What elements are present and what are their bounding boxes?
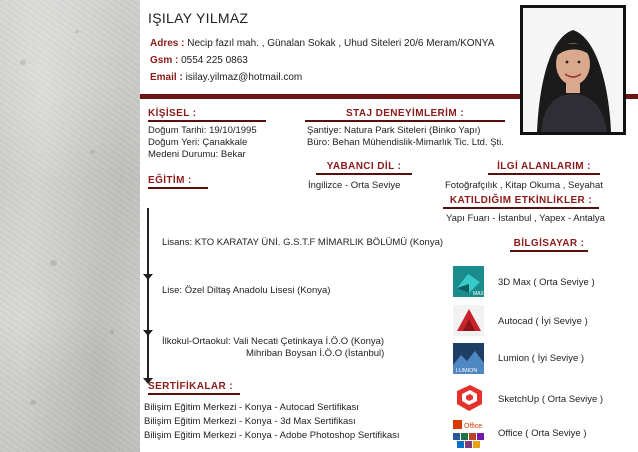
interests-heading: İLGİ ALANLARIM : xyxy=(488,161,600,175)
email-label: Email : xyxy=(150,72,183,83)
education-primary: İlkokul-Ortaokul: Vali Necati Çetinkaya İ.Ö.O (Konya) xyxy=(162,336,385,347)
certificates-heading: SERTİFİKALAR : xyxy=(148,381,240,395)
phone-label: Gsm : xyxy=(150,55,179,66)
address-value: Necip fazıl mah. , Günalan Sokak , Uhud Siteleri 20/6 Meram/KONYA xyxy=(187,38,495,49)
activities-text: Yapı Fuarı - İstanbul , Yapex - Antalya xyxy=(446,213,605,224)
address-line xyxy=(150,38,494,49)
office-icon xyxy=(453,420,484,448)
3ds-max-icon xyxy=(453,266,484,297)
concrete-background xyxy=(0,0,140,452)
software-3dsmax: 3D Max ( Orta Seviye ) xyxy=(498,277,595,288)
software-autocad: Autocad ( İyi Seviye ) xyxy=(498,316,588,327)
profile-photo xyxy=(520,5,626,135)
svg-text:LUMION: LUMION xyxy=(456,368,478,374)
phone-line xyxy=(150,55,248,66)
marital-status: Medeni Durumu: Bekar xyxy=(148,149,246,160)
personal-heading: KİŞİSEL : xyxy=(148,108,266,122)
email-value[interactable]: isilay.yilmaz@hotmail.com xyxy=(185,72,303,83)
birth-date: Doğum Tarihi: 19/10/1995 xyxy=(148,125,257,136)
language-heading: YABANCI DİL : xyxy=(316,161,412,175)
internship-site: Şantiye: Natura Park Siteleri (Binko Yapı) xyxy=(307,125,481,136)
candidate-name: IŞILAY YILMAZ xyxy=(148,10,249,26)
interests-text: Fotoğrafçılık , Kitap Okuma , Seyahat xyxy=(445,180,603,191)
education-university: Lisans: KTO KARATAY ÜNİ. G.S.T.F MİMARLIK BÖLÜMÜ (Konya) xyxy=(162,237,444,248)
software-office: Office ( Orta Seviye ) xyxy=(498,428,587,439)
sketchup-icon xyxy=(453,382,484,413)
education-primary-2: Mihriban Boysan İ.Ö.O (İstanbul) xyxy=(246,348,385,359)
svg-text:MAX: MAX xyxy=(473,291,484,297)
certificate-autocad: Bilişim Eğitim Merkezi - Konya - Autocad Sertifikası xyxy=(144,402,359,413)
certificate-3dmax: Bilişim Eğitim Merkezi - Konya - 3d Max Sertifikası xyxy=(144,416,356,427)
address-label: Adres : xyxy=(150,38,185,49)
education-heading: EĞİTİM : xyxy=(148,175,208,189)
internship-heading: STAJ DENEYİMLERİM : xyxy=(305,108,505,122)
certificate-photoshop: Bilişim Eğitim Merkezi - Konya - Adobe Photoshop Sertifikası xyxy=(144,430,400,441)
language-text: İngilizce - Orta Seviye xyxy=(308,180,401,191)
education-highschool: Lise: Özel Diltaş Anadolu Lisesi (Konya) xyxy=(162,285,331,296)
phone-value: 0554 225 0863 xyxy=(181,55,248,66)
birth-place: Doğum Yeri: Çanakkale xyxy=(148,137,248,148)
timeline-arrow-2 xyxy=(143,330,153,336)
internship-office: Büro: Behan Mühendislik-Mimarlık Tic. Ltd. Şti. xyxy=(307,137,504,148)
email-line xyxy=(150,72,302,83)
activities-heading: KATILDIĞIM ETKİNLİKLER : xyxy=(443,195,599,209)
timeline-arrow-1 xyxy=(143,274,153,280)
autocad-icon xyxy=(453,305,484,336)
education-timeline xyxy=(147,208,149,380)
software-sketchup: SketchUp ( Orta Seviye ) xyxy=(498,394,604,405)
cv-content xyxy=(140,0,638,452)
computer-heading: BİLGİSAYAR : xyxy=(510,238,588,252)
svg-text:Office: Office xyxy=(464,423,483,430)
software-lumion: Lumion ( İyi Seviye ) xyxy=(498,353,585,364)
lumion-icon xyxy=(453,343,484,374)
